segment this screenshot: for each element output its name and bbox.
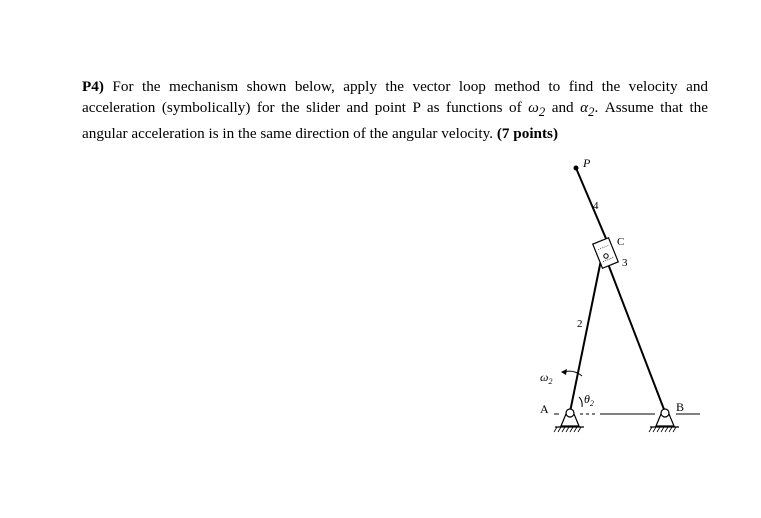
label-c: C: [617, 236, 625, 248]
omega-symbol: ω: [528, 99, 539, 116]
alpha-symbol: α: [580, 99, 589, 116]
omega-label-sub: 2: [548, 377, 553, 386]
theta-label-sub: 2: [589, 399, 594, 408]
omega-arrowhead-icon: [561, 369, 567, 375]
pivot-a: [554, 409, 584, 432]
label-3: 3: [622, 257, 628, 269]
and-word: and: [545, 99, 581, 116]
omega-subscript: 2: [538, 105, 546, 120]
points-label: (7 points): [496, 125, 559, 143]
alpha-subscript: 2: [588, 105, 595, 120]
problem-number: P4): [82, 78, 104, 95]
pivot-b: [649, 409, 679, 432]
label-p: P: [583, 156, 591, 170]
label-4: 4: [593, 200, 599, 212]
label-2: 2: [577, 318, 583, 330]
theta-label: [584, 392, 594, 408]
theta-label-symbol: θ: [584, 392, 590, 406]
problem-text-part2: . Assume that the angular acceleration is in the same direction of the angular velocity.: [82, 99, 708, 143]
omega-label: [540, 370, 552, 386]
point-p-marker: [574, 166, 579, 171]
omega-label-symbol: ω: [540, 370, 549, 384]
problem-text-part1: For the mechanism shown below, apply the vector loop method to find the velocity and acceleration (symbolically) for the slider and point P as functions of: [82, 78, 709, 116]
link-2: [570, 255, 602, 412]
label-a: A: [540, 402, 549, 416]
theta-arc: [579, 397, 582, 407]
link-3: [605, 256, 665, 412]
label-b: B: [676, 400, 685, 414]
slider-block: [593, 238, 619, 268]
